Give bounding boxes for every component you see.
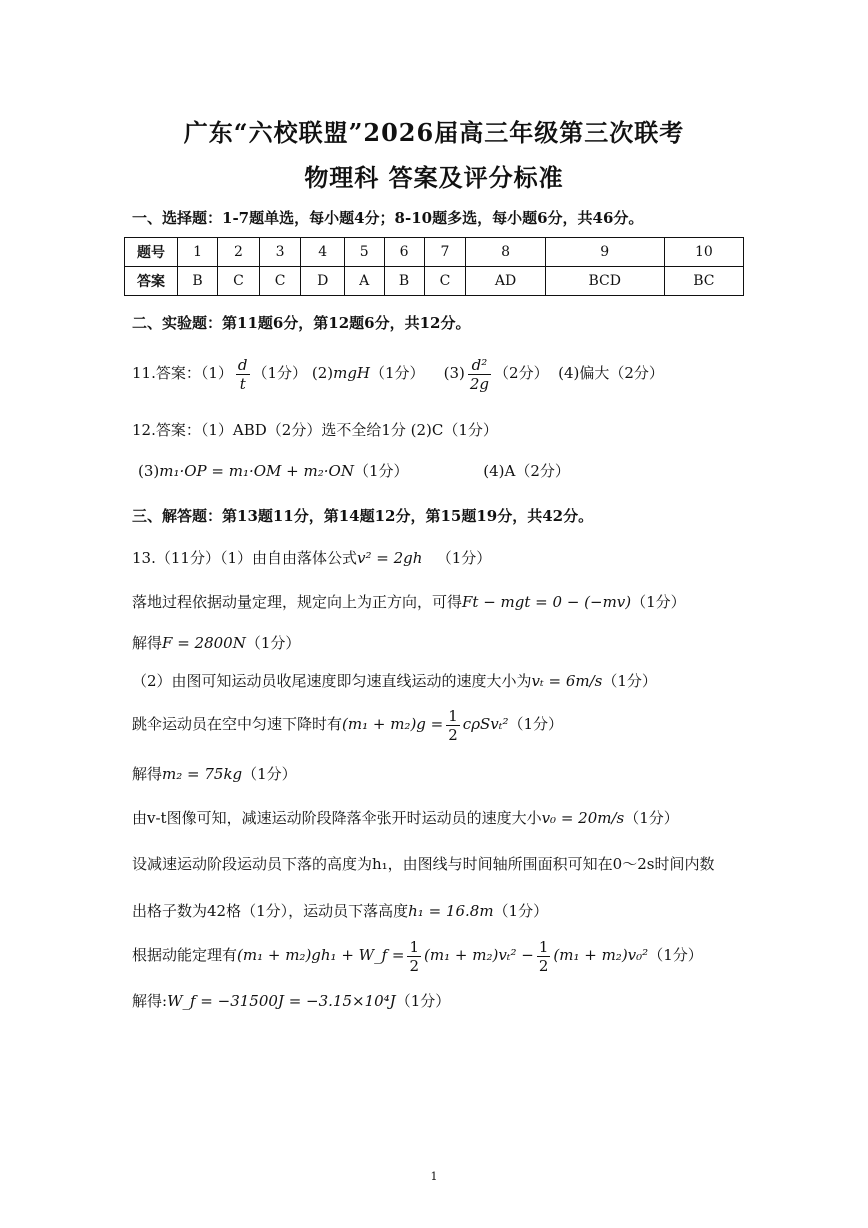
table-row-numbers xyxy=(125,238,744,267)
table-cell: D xyxy=(301,267,344,296)
q11-fraction-3 xyxy=(468,356,491,393)
table-cell: B xyxy=(178,267,218,296)
score: （1分） xyxy=(602,672,657,690)
table-cell: BC xyxy=(664,267,743,296)
q13-text: 13.（11分）（1）由自由落体公式 xyxy=(132,549,357,567)
frac-denominator: 2 xyxy=(538,956,549,975)
q13-text: 根据动能定理有 xyxy=(132,946,238,964)
score: （1分） xyxy=(245,634,301,652)
q11-part3: (3) xyxy=(443,364,465,382)
q13-expr: v₀ = 20m/s xyxy=(541,809,625,827)
q13-text: 解得 xyxy=(132,765,163,783)
table-cell: BCD xyxy=(545,267,664,296)
table-cell: 1 xyxy=(178,238,218,267)
exam-subtitle: 物理科 答案及评分标准 xyxy=(304,163,564,192)
q13-text: 解得: xyxy=(132,992,168,1010)
table-cell: A xyxy=(344,267,384,296)
q13-text: 出格子数为42格（1分），运动员下落高度 xyxy=(132,902,409,920)
q11-label: 11.答案： xyxy=(132,364,201,382)
frac-numerator: 1 xyxy=(409,937,420,956)
q12-answer-line-2 xyxy=(138,461,570,481)
q13-expr: (m₁ + m₂)vₜ² − xyxy=(424,946,534,964)
q13-line-9 xyxy=(132,901,548,921)
table-header-answer: 答案 xyxy=(125,267,178,296)
q11-part1: （1） xyxy=(200,364,233,382)
section-2-heading: 二、实验题：第11题6分，第12题6分，共12分。 xyxy=(132,314,471,332)
section-1-heading: 一、选择题：1-7题单选，每小题4分；8-10题多选，每小题6分，共46分。 xyxy=(132,209,644,227)
q13-text: 解得 xyxy=(132,634,163,652)
exam-title: 广东“六校联盟”2026届高三年级第三次联考 xyxy=(183,118,685,147)
score: （1分） xyxy=(370,364,425,382)
q12-expr-3: m₁·OP = m₁·OM + m₂·ON xyxy=(159,462,354,480)
score: （1分） xyxy=(508,715,564,733)
score: （1分） xyxy=(624,809,679,827)
q13-line-8: 设减速运动阶段运动员下落的高度为h₁，由图线与时间轴所围面积可知在0～2s时间内数 xyxy=(132,855,715,873)
score: （1分） xyxy=(242,765,297,783)
q12-part3: (3) xyxy=(138,462,160,480)
score: （1分） xyxy=(493,902,549,920)
section-3-heading: 三、解答题：第13题11分，第14题12分，第15题19分，共42分。 xyxy=(132,507,594,525)
table-cell: C xyxy=(424,267,466,296)
table-cell: 2 xyxy=(218,238,260,267)
q13-expr: vₜ = 6m/s xyxy=(531,672,603,690)
q13-line-11 xyxy=(132,991,450,1011)
table-cell: 9 xyxy=(545,238,664,267)
frac-numerator: d² xyxy=(471,355,488,374)
table-cell: AD xyxy=(466,267,545,296)
q13-line-5 xyxy=(132,704,563,744)
q11-part2: (2) xyxy=(311,364,334,382)
frac-numerator: 1 xyxy=(538,937,549,956)
score: （2分） xyxy=(494,364,549,382)
q13-text: 落地过程依据动量定理，规定向上为正方向，可得 xyxy=(132,593,463,611)
q13-expr: (m₁ + m₂)v₀² xyxy=(553,946,649,964)
table-header-number: 题号 xyxy=(125,238,178,267)
q13-expr: (m₁ + m₂)gh₁ + W_f = xyxy=(237,946,405,964)
score: （1分） xyxy=(395,992,451,1010)
q13-expr: m₂ = 75kg xyxy=(162,765,243,783)
score: （1分） xyxy=(648,946,703,964)
score: （1分） xyxy=(436,549,492,567)
score: （1分） xyxy=(631,593,686,611)
q13-fraction-half xyxy=(446,707,460,744)
q13-fraction-half-1 xyxy=(407,938,421,975)
q12-answer-line-1: 12.答案：（1）ABD（2分）选不全给1分 (2)C（1分） xyxy=(132,421,498,439)
score: （1分） xyxy=(353,462,409,480)
table-cell: 4 xyxy=(301,238,344,267)
q13-fraction-half-2 xyxy=(537,938,551,975)
q11-fraction-1 xyxy=(236,356,250,393)
table-cell: 8 xyxy=(466,238,545,267)
q13-line-10 xyxy=(132,935,703,975)
answer-table xyxy=(124,237,744,296)
q13-expr: v² = 2gh xyxy=(357,549,423,567)
q13-text: （2）由图可知运动员收尾速度即匀速直线运动的速度大小为 xyxy=(132,672,532,690)
frac-denominator: t xyxy=(236,374,250,393)
table-cell: 7 xyxy=(424,238,466,267)
q11-part4: (4)偏大（2分） xyxy=(558,364,664,382)
q13-expr: F = 2800N xyxy=(162,634,246,652)
table-cell: B xyxy=(384,267,424,296)
table-cell: 10 xyxy=(664,238,743,267)
table-cell: C xyxy=(259,267,301,296)
q13-line-4 xyxy=(132,671,657,691)
q12-part4: (4)A（2分） xyxy=(483,462,570,480)
q13-expr: h₁ = 16.8m xyxy=(408,902,494,920)
q13-line-3 xyxy=(132,633,300,653)
q13-line-1 xyxy=(132,548,491,568)
table-cell: 3 xyxy=(259,238,301,267)
q11-answer-line xyxy=(132,353,664,393)
frac-numerator: 1 xyxy=(448,706,458,725)
table-cell: C xyxy=(218,267,260,296)
frac-denominator: 2 xyxy=(409,956,420,975)
table-cell: 6 xyxy=(384,238,424,267)
q13-line-6 xyxy=(132,764,297,784)
table-cell: 5 xyxy=(344,238,384,267)
table-row-answers xyxy=(125,267,744,296)
page-number: 1 xyxy=(430,1170,438,1183)
frac-denominator: 2 xyxy=(448,725,458,744)
q13-line-7 xyxy=(132,808,679,828)
frac-numerator: d xyxy=(237,355,248,374)
q13-expr: (m₁ + m₂)g = xyxy=(342,715,444,733)
q13-text: 跳伞运动员在空中匀速下降时有 xyxy=(132,715,343,733)
score: （1分） xyxy=(252,364,308,382)
q13-text: 由v-t图像可知，减速运动阶段降落伞张开时运动员的速度大小 xyxy=(132,809,542,827)
q11-expr-2: mgH xyxy=(333,364,371,382)
q13-line-2 xyxy=(132,592,686,612)
frac-denominator: 2g xyxy=(469,374,490,393)
q13-expr: Ft − mgt = 0 − (−mv) xyxy=(462,593,632,611)
q13-expr: cρSvₜ² xyxy=(462,715,509,733)
q13-expr: W_f = −31500J = −3.15×10⁴J xyxy=(167,992,396,1010)
